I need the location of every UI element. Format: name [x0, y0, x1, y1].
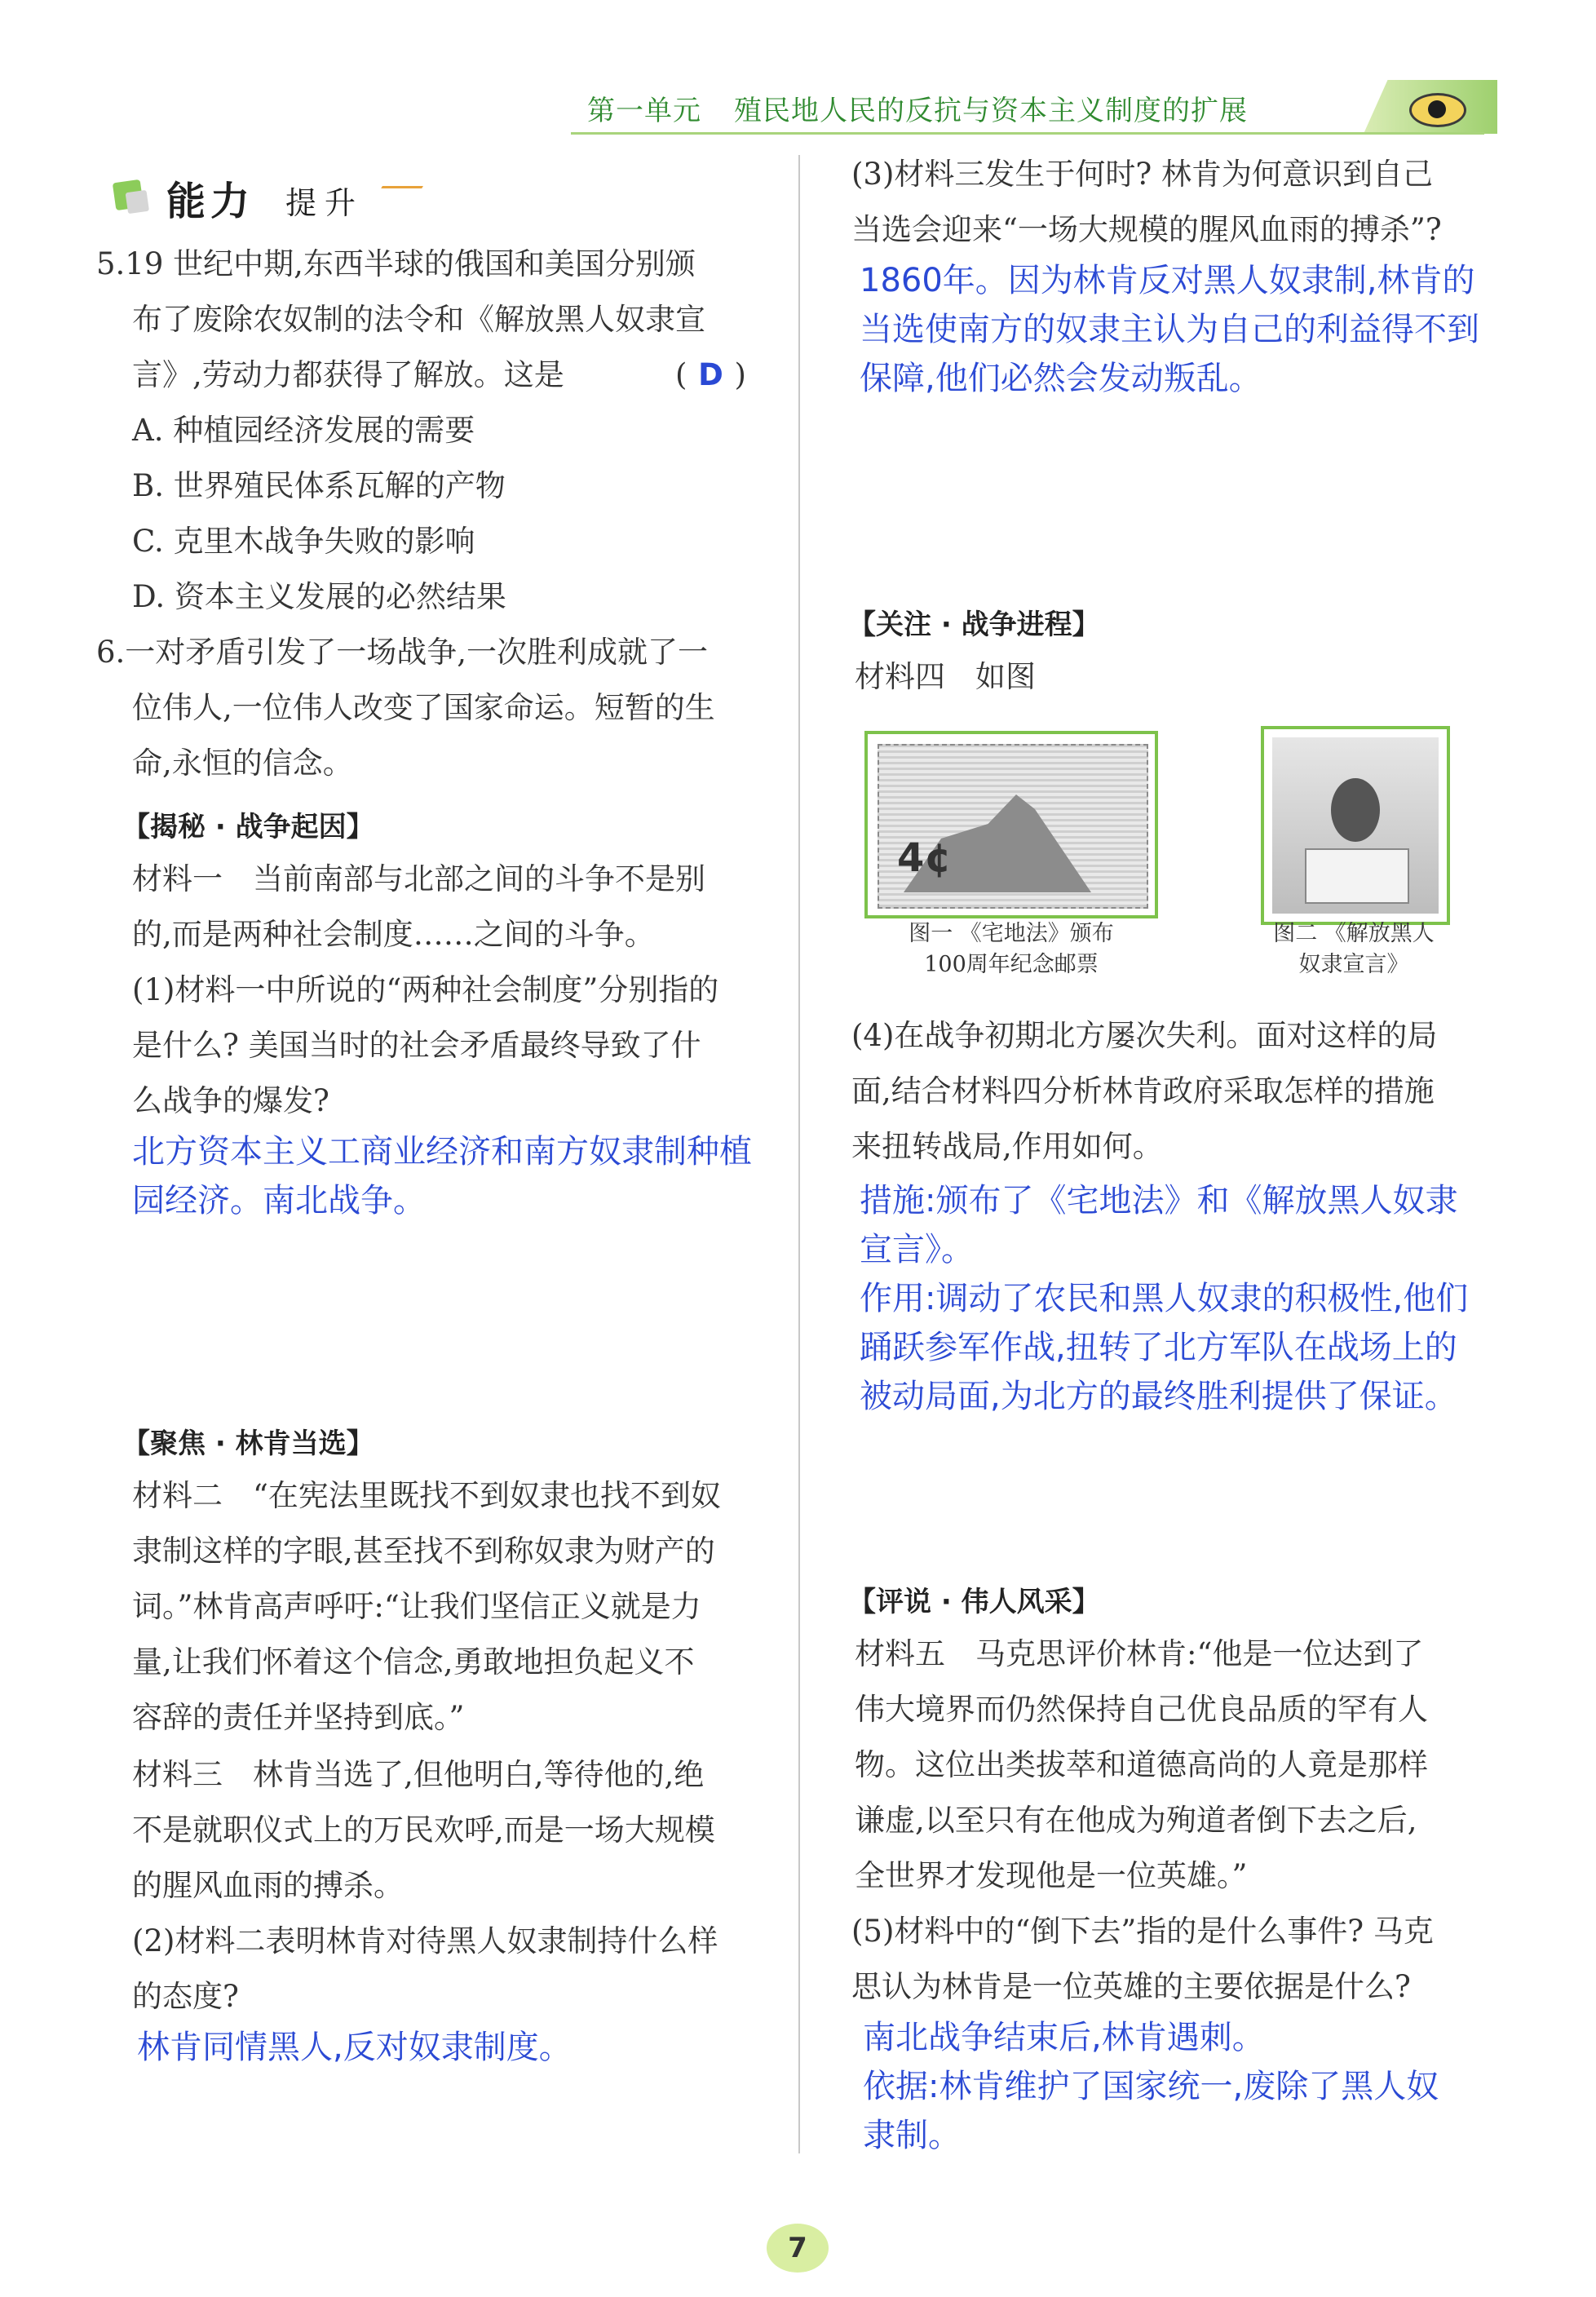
- tag-lincoln-election: 【聚焦 · 林肯当选】: [122, 1427, 374, 1460]
- answer-bracket: ( D ): [675, 347, 746, 403]
- material-2: [132, 1468, 785, 1746]
- section-subtitle: 提升: [285, 185, 365, 221]
- tag-war-progress: 【关注 · 战争进程】: [848, 609, 1100, 641]
- homestead-stamp-image: [864, 731, 1158, 918]
- answer-line: 隶制。: [863, 2117, 961, 2154]
- figure-1-caption: 图一 《宅地法》颁布 100周年纪念邮票: [909, 921, 1114, 977]
- option-b: B. 世界殖民体系瓦解的产物: [132, 468, 506, 503]
- portrait-icon: [1331, 778, 1380, 842]
- option-a: A. 种植园经济发展的需要: [132, 413, 475, 448]
- document-icon: [1305, 848, 1409, 904]
- q5-answer: D: [698, 357, 723, 392]
- material-line: 的腥风血雨的搏杀。: [132, 1868, 404, 1903]
- section-title: 能力: [166, 179, 255, 224]
- emancipation-proclamation-image: [1261, 726, 1450, 925]
- figure-2-caption: 图二 《解放黑人 奴隶宣言》: [1273, 921, 1435, 977]
- answer-line: 当选使南方的奴隶主认为自己的利益得不到: [860, 311, 1479, 348]
- question-6-3: [851, 147, 1553, 258]
- answer-line: 宣言》。: [860, 1231, 974, 1268]
- section-icon: [113, 179, 144, 210]
- q5-stem-line: 布了废除农奴制的法令和《解放黑人奴隶宣: [132, 302, 705, 337]
- question-line: (3)材料三发生于何时? 林肯为何意识到自己: [851, 157, 1434, 192]
- answer-line: 南北战争结束后,林肯遇刺。: [863, 2019, 1265, 2056]
- answer-line: 1860年。因为林肯反对黑人奴隶制,林肯的: [860, 262, 1475, 299]
- material-line: 谦虚,以至只有在他成为殉道者倒下去之后,: [855, 1803, 1417, 1838]
- material-4: 材料四 如图: [855, 659, 1036, 694]
- question-line: 面,结合材料四分析林肯政府采取怎样的措施: [851, 1073, 1435, 1109]
- answer-line: 林肯同情黑人,反对奴隶制度。: [137, 2029, 572, 2066]
- question-line: 思认为林肯是一位英雄的主要依据是什么?: [851, 1969, 1411, 2004]
- answer-6-4: [860, 1176, 1561, 1421]
- material-line: 不是就职仪式上的万民欢呼,而是一场大规模: [132, 1812, 715, 1848]
- answer-6-5: [863, 2013, 1564, 2160]
- option-d: D. 资本主义发展的必然结果: [132, 579, 506, 614]
- answer-line: 措施:颁布了《宅地法》和《解放黑人奴隶: [860, 1182, 1458, 1219]
- material-line: 的,而是两种社会制度……之间的斗争。: [132, 917, 655, 952]
- material-line: 材料五 马克思评价林肯:“他是一位达到了: [855, 1636, 1424, 1671]
- material-line: 材料三 林肯当选了,但他明白,等待他的,绝: [132, 1757, 705, 1792]
- material-line: 材料二 “在宪法里既找不到奴隶也找不到奴: [132, 1478, 721, 1513]
- tag-war-cause: 【揭秘 · 战争起因】: [122, 811, 374, 843]
- header-rule: [571, 132, 1484, 135]
- q6-stem-line: 6.一对矛盾引发了一场战争,一次胜利成就了一: [96, 635, 709, 670]
- material-5: [855, 1626, 1556, 1904]
- question-line: 来扭转战局,作用如何。: [851, 1129, 1163, 1164]
- question-line: (2)材料二表明林肯对待黑人奴隶制持什么样: [132, 1923, 718, 1958]
- question-6-1: [132, 963, 785, 1129]
- option-c: C. 克里木战争失败的影响: [132, 524, 475, 559]
- question-6-5: [851, 1904, 1553, 2015]
- question-line: (4)在战争初期北方屡次失利。面对这样的局: [851, 1018, 1438, 1053]
- question-line: 的态度?: [132, 1979, 239, 2014]
- question-6-stem: [96, 625, 781, 791]
- answer-line: 被动局面,为北方的最终胜利提供了保证。: [860, 1378, 1457, 1415]
- question-line: (1)材料一中所说的“两种社会制度”分别指的: [132, 972, 719, 1007]
- running-header: [587, 88, 1248, 128]
- answer-6-2: [137, 2023, 789, 2072]
- material-line: 材料一 当前南部与北部之间的斗争不是别: [132, 861, 705, 896]
- unit-title: 殖民地人民的反抗与资本主义制度的扩展: [734, 95, 1248, 127]
- question-5: [96, 237, 781, 625]
- answer-line: 踊跃参军作战,扭转了北方军队在战场上的: [860, 1329, 1457, 1366]
- answer-line: 依据:林肯维护了国家统一,废除了黑人奴: [863, 2068, 1439, 2105]
- q6-stem-line: 命,永恒的信念。: [132, 746, 353, 781]
- answer-line: 北方资本主义工商业经济和南方奴隶制种植: [132, 1133, 752, 1171]
- q5-stem-line: 言》,劳动力都获得了解放。这是 ( D ): [96, 347, 781, 403]
- question-line: 是什么? 美国当时的社会矛盾最终导致了什: [132, 1028, 701, 1063]
- answer-6-3: [860, 256, 1561, 403]
- q5-stem-line: 5.19 世纪中期,东西半球的俄国和美国分别颁: [96, 246, 696, 281]
- material-line: 词。”林肯高声呼吁:“让我们坚信正义就是力: [132, 1589, 701, 1624]
- material-line: 量,让我们怀着这个信念,勇敢地担负起义不: [132, 1644, 695, 1680]
- material-line: 伟大境界而仍然保持自己优良品质的罕有人: [855, 1692, 1428, 1727]
- answer-6-1: [132, 1127, 785, 1225]
- question-line: (5)材料中的“倒下去”指的是什么事件? 马克: [851, 1914, 1434, 1949]
- question-6-2: [132, 1914, 785, 2025]
- arrow-icon: [368, 186, 423, 211]
- column-divider: [798, 155, 800, 2153]
- answer-line: 园经济。南北战争。: [132, 1182, 426, 1219]
- question-6-4: [851, 1008, 1553, 1175]
- question-line: 么战争的爆发?: [132, 1083, 329, 1118]
- material-line: 隶制这样的字眼,甚至找不到称奴隶为财产的: [132, 1534, 715, 1569]
- material-1: [132, 852, 785, 963]
- material-line: 物。这位出类拔萃和道德高尚的人竟是那样: [855, 1747, 1428, 1782]
- material-line: 容辞的责任并坚持到底。”: [132, 1700, 465, 1735]
- eye-icon: [1409, 93, 1466, 127]
- unit-label: 第一单元: [587, 95, 701, 127]
- tag-great-man: 【评说 · 伟人风采】: [848, 1586, 1100, 1618]
- q6-stem-line: 位伟人,一位伟人改变了国家命运。短暂的生: [132, 690, 715, 725]
- answer-line: 保障,他们必然会发动叛乱。: [860, 360, 1262, 397]
- material-3: [132, 1747, 785, 1914]
- page-number: 7: [788, 2232, 807, 2264]
- question-line: 当选会迎来“一场大规模的腥风血雨的搏杀”?: [851, 212, 1442, 247]
- material-line: 全世界才发现他是一位英雄。”: [855, 1858, 1248, 1893]
- answer-line: 作用:调动了农民和黑人奴隶的积极性,他们: [860, 1280, 1469, 1317]
- stamp-value: 4¢: [897, 835, 952, 881]
